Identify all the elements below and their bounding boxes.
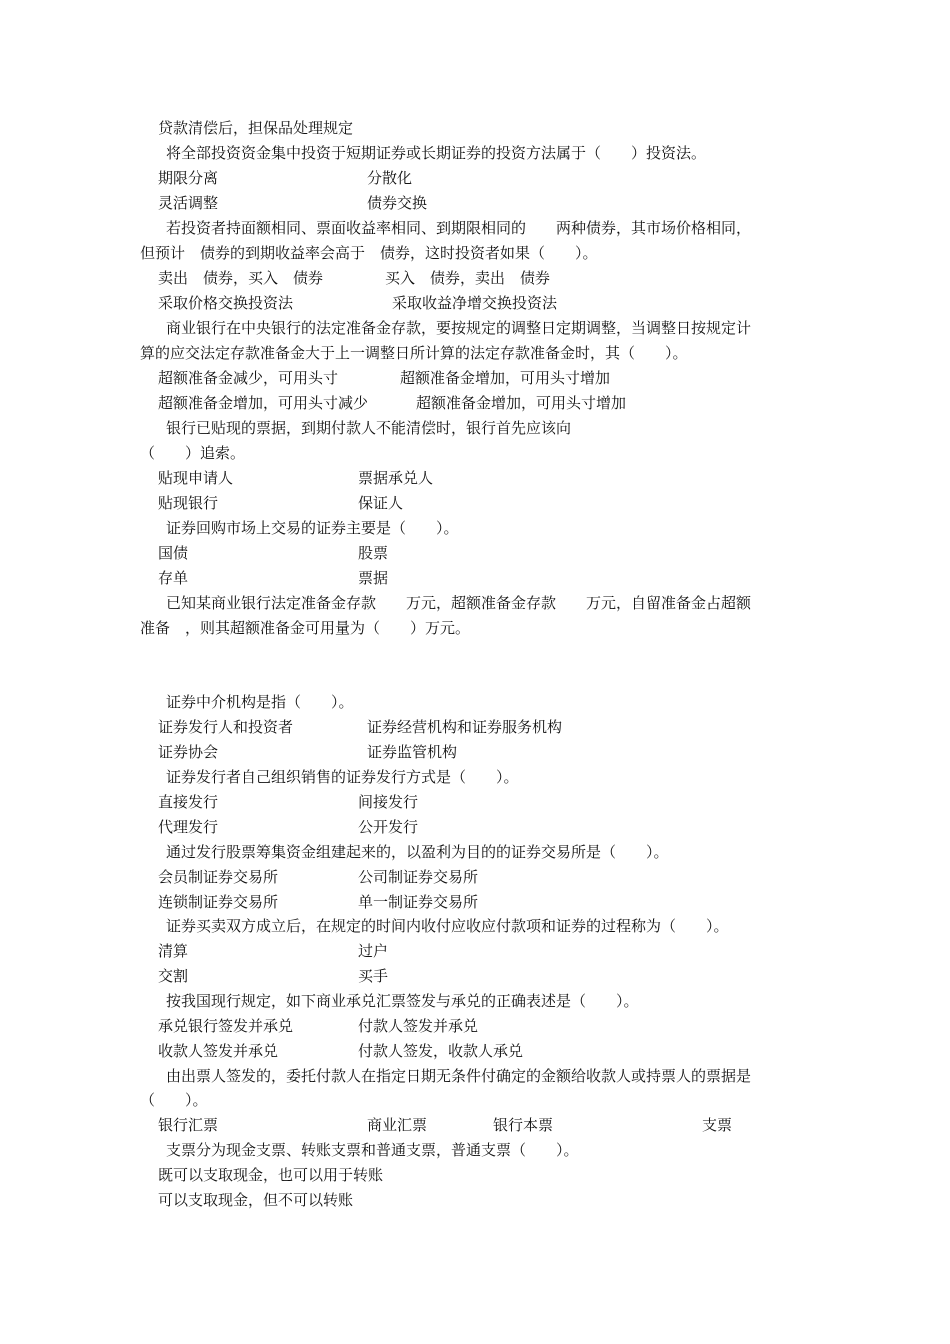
option-text: 期限分离	[158, 169, 219, 187]
question-text: 已知某商业银行法定准备金存款 万元，超额准备金存款 万元，自留准备金占超额	[166, 594, 752, 612]
question-text: 支票分为现金支票、转账支票和普通支票，普通支票（ ）。	[166, 1141, 579, 1159]
question-text: 商业银行在中央银行的法定准备金存款，要按规定的调整日定期调整，当调整日按规定计	[166, 319, 752, 337]
option-text: 买入 债券，卖出 债券	[385, 269, 551, 287]
option-text: 会员制证券交易所	[158, 868, 279, 886]
option-text: 分散化	[367, 169, 413, 187]
question-text: 将全部投资资金集中投资于短期证券或长期证券的投资方法属于（ ）投资法。	[166, 144, 707, 162]
question-text: 银行已贴现的票据，到期付款人不能清偿时，银行首先应该向	[166, 419, 572, 437]
option-text: 单一制证券交易所	[358, 893, 479, 911]
option-text: 债券交换	[367, 194, 428, 212]
option-text: 可以支取现金，但不可以转账	[158, 1191, 354, 1209]
option-text: 证券经营机构和证券服务机构	[367, 718, 563, 736]
option-text: 间接发行	[358, 793, 419, 811]
option-text: 公开发行	[358, 818, 419, 836]
option-text: 交割	[158, 967, 189, 985]
question-text: 若投资者持面额相同、票面收益率相同、到期限相同的 两种债券，其市场价格相同，	[166, 219, 752, 237]
option-text: 公司制证券交易所	[358, 868, 479, 886]
option-text: 贴现申请人	[158, 469, 234, 487]
question-text: 但预计 债券的到期收益率会高于 债券，这时投资者如果（ ）。	[140, 244, 598, 262]
option-text: 超额准备金减少，可用头寸	[158, 369, 339, 387]
option-text: 灵活调整	[158, 194, 219, 212]
question-text: 证券回购市场上交易的证券主要是（ ）。	[166, 519, 459, 537]
option-text: 超额准备金增加，可用头寸减少	[158, 394, 369, 412]
option-text: 直接发行	[158, 793, 219, 811]
option-text: 清算	[158, 942, 189, 960]
option-text: 收款人签发并承兑	[158, 1042, 279, 1060]
option-text: 票据承兑人	[358, 469, 434, 487]
option-text: 商业汇票	[367, 1116, 428, 1134]
option-text: 采取价格交换投资法	[158, 294, 294, 312]
option-text: 证券监管机构	[367, 743, 458, 761]
option-text: 银行汇票	[158, 1116, 219, 1134]
option-text: 超额准备金增加，可用头寸增加	[400, 369, 611, 387]
option-text: 银行本票	[493, 1116, 554, 1134]
option-text: 股票	[358, 544, 389, 562]
question-text: 算的应交法定存款准备金大于上一调整日所计算的法定存款准备金时，其（ ）。	[140, 344, 688, 362]
option-text: 存单	[158, 569, 189, 587]
question-text: 证券中介机构是指（ ）。	[166, 693, 354, 711]
question-text: 准备 ，则其超额准备金可用量为（ ）万元。	[140, 619, 471, 637]
option-text: 证券协会	[158, 743, 219, 761]
option-text: 承兑银行签发并承兑	[158, 1017, 294, 1035]
option-text: 票据	[358, 569, 389, 587]
text-line: 贷款清偿后，担保品处理规定	[158, 119, 354, 137]
option-text: 过户	[358, 942, 389, 960]
option-text: 买手	[358, 967, 389, 985]
option-text: 代理发行	[158, 818, 219, 836]
option-text: 卖出 债券，买入 债券	[158, 269, 324, 287]
option-text: 国债	[158, 544, 189, 562]
option-text: 付款人签发并承兑	[358, 1017, 479, 1035]
question-text: 通过发行股票筹集资金组建起来的，以盈利为目的的证券交易所是（ ）。	[166, 843, 669, 861]
option-text: 证券发行人和投资者	[158, 718, 294, 736]
question-text: （ ）追索。	[140, 444, 246, 462]
option-text: 采取收益净增交换投资法	[392, 294, 558, 312]
question-text: 按我国现行规定，如下商业承兑汇票签发与承兑的正确表述是（ ）。	[166, 992, 639, 1010]
question-text: （ ）。	[140, 1091, 208, 1109]
question-text: 由出票人签发的，委托付款人在指定日期无条件付确定的金额给收款人或持票人的票据是	[166, 1067, 752, 1085]
question-text: 证券发行者自己组织销售的证券发行方式是（ ）。	[166, 768, 519, 786]
option-text: 连锁制证券交易所	[158, 893, 279, 911]
option-text: 付款人签发，收款人承兑	[358, 1042, 524, 1060]
option-text: 超额准备金增加，可用头寸增加	[416, 394, 627, 412]
question-text: 证券买卖双方成立后，在规定的时间内收付应收应付款项和证券的过程称为（ ）。	[166, 917, 729, 935]
option-text: 既可以支取现金，也可以用于转账	[158, 1166, 384, 1184]
option-text: 贴现银行	[158, 494, 219, 512]
option-text: 保证人	[358, 494, 404, 512]
option-text: 支票	[702, 1116, 733, 1134]
